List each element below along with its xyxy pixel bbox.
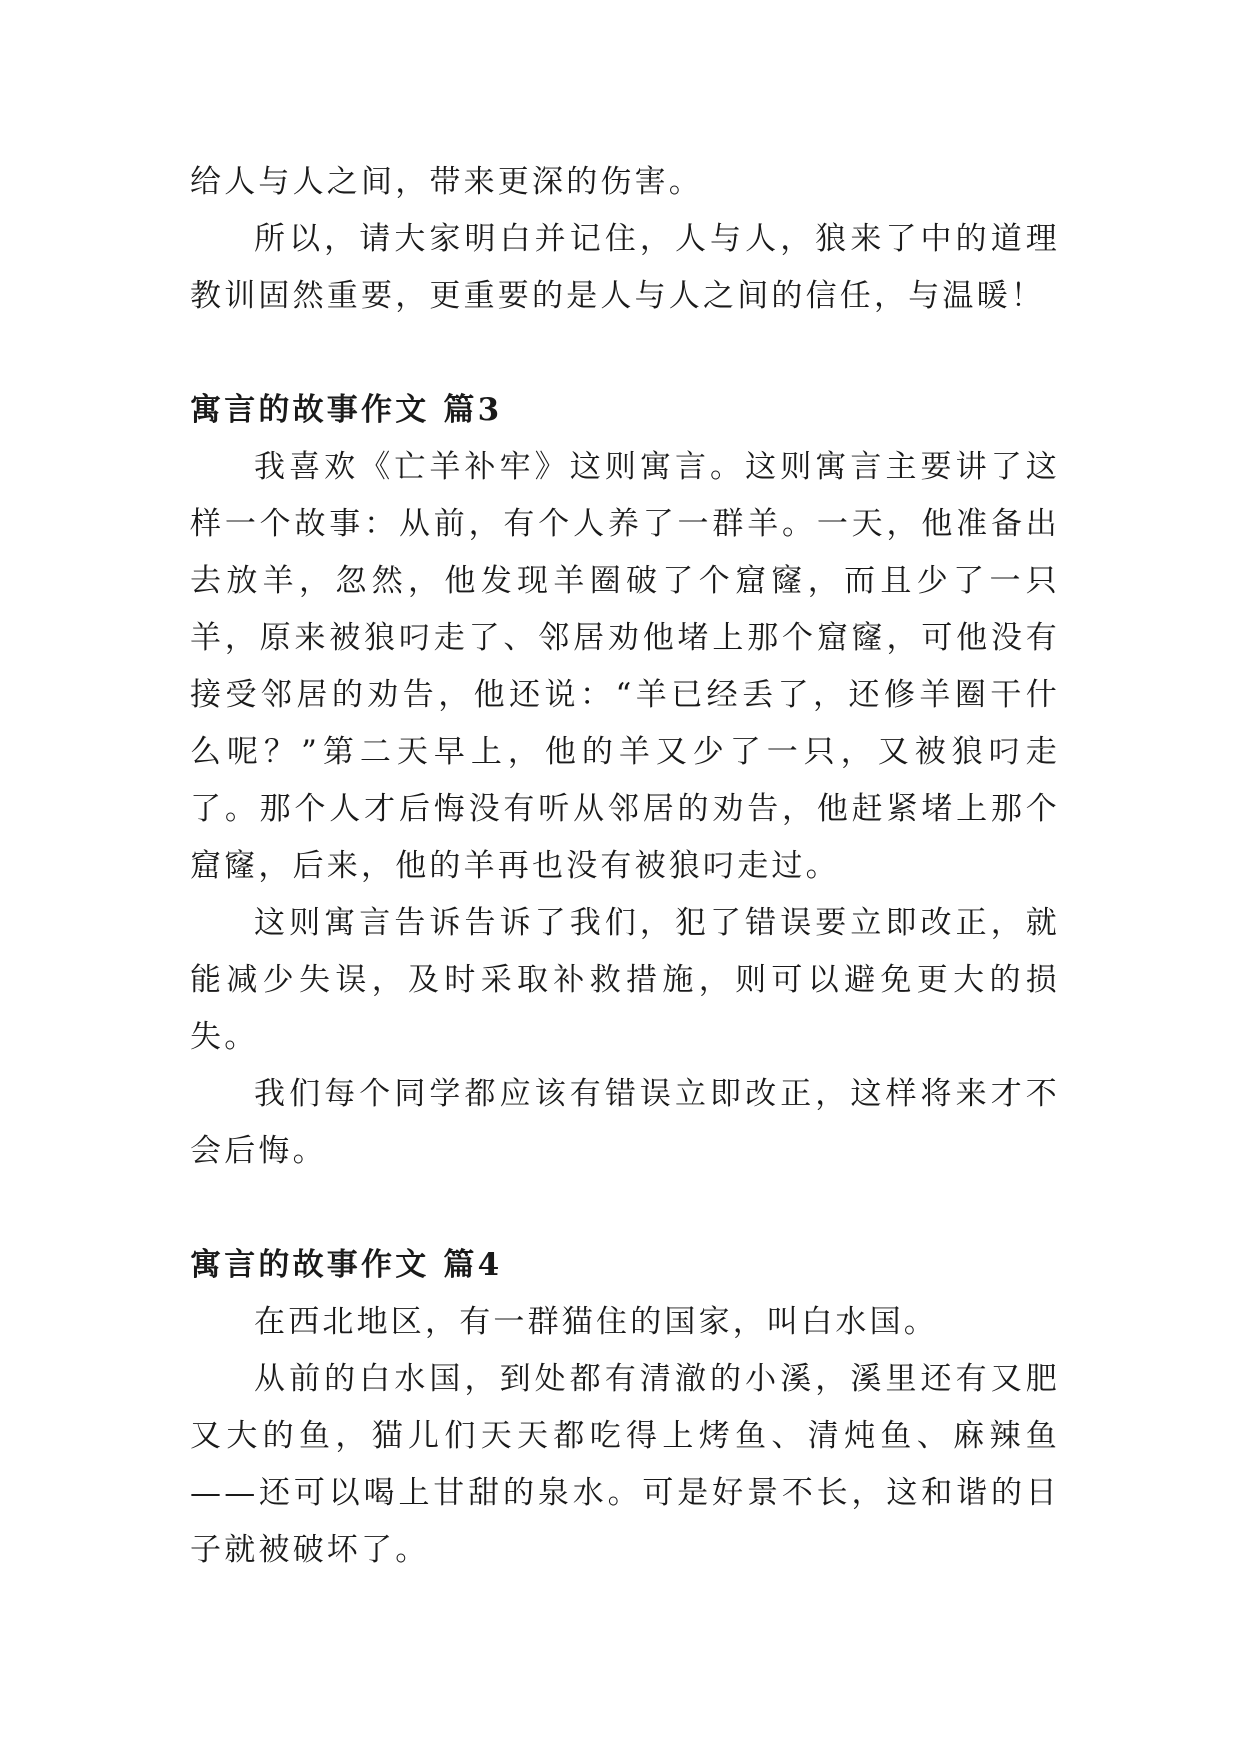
section-3-paragraph-1: 我喜欢《亡羊补牢》这则寓言。这则寓言主要讲了这样一个故事：从前，有个人养了一群羊。一天，他准备出去放羊，忽然，他发现羊圈破了个窟窿，而且少了一只羊，原来被狼叼走了、邻居劝他堵上那个窟窿，可他没有接受邻居的劝告，他还说：“羊已经丢了，还修羊圈干什么呢？”第二天早上，他的羊又少了一只，又被狼叼走了。那个人才后悔没有听从邻居的劝告，他赶紧堵上那个窟窿，后来，他的羊再也没有被狼叼走过。: [190, 449, 1060, 884]
section-spacer: [190, 325, 1060, 382]
section-3-title: 寓言的故事作文 篇3: [190, 392, 503, 428]
section-4-paragraph-1: 在西北地区，有一群猫住的国家，叫白水国。: [254, 1304, 938, 1340]
document-body: [190, 154, 1060, 1579]
section-4-paragraph-2: 从前的白水国，到处都有清澈的小溪，溪里还有又肥又大的鱼，猫儿们天天都吃得上烤鱼、清炖鱼、麻辣鱼——还可以喝上甘甜的泉水。可是好景不长，这和谐的日子就被破坏了。: [190, 1361, 1060, 1568]
section-3-paragraph-2: 这则寓言告诉告诉了我们，犯了错误要立即改正，就能减少失误，及时采取补救措施，则可以避免更大的损失。: [190, 905, 1060, 1055]
section-3-paragraph-3: 我们每个同学都应该有错误立即改正，这样将来才不会后悔。: [190, 1076, 1060, 1169]
opening-paragraph-2: 所以，请大家明白并记住，人与人，狼来了中的道理教训固然重要，更重要的是人与人之间的信任，与温暖！: [190, 221, 1060, 314]
section-spacer: [190, 1180, 1060, 1237]
section-4-title: 寓言的故事作文 篇4: [190, 1247, 503, 1283]
opening-paragraph-1: 给人与人之间，带来更深的伤害。: [190, 164, 703, 200]
